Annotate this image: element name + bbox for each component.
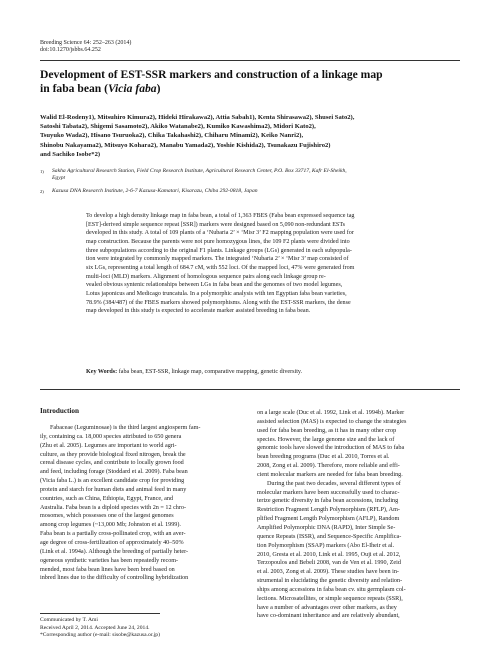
footnote-line: *Corresponding author (e-mail: sisobe@kazusa.or.jp) [40, 632, 160, 639]
body-line: among crop legumes (~13,000 Mb; Johnston et al. 1999). [40, 522, 181, 529]
body-line: Faba bean is a partially cross-pollinated crop, with an aver- [40, 531, 186, 538]
body-line: Terzopoulos and Bebeli 2008, van de Ven et al. 1990, Zeid [257, 560, 401, 567]
body-line: cereal disease cycles, and contribute to locally grown food [40, 460, 184, 467]
body-line: (Zhu et al. 2005). Legumes are important to world agri- [40, 442, 177, 449]
body-line: have co-dominant inheritance and are relatively abundant, [257, 613, 400, 620]
abstract-line: To develop a high density linkage map in faba bean, a total of 1,363 FBES (Faba bean expressed sequence tag [86, 213, 355, 219]
body-column-right [257, 409, 460, 621]
body-line: ships among accessions in faba bean cv. situ germplasm col- [257, 586, 406, 593]
journal-citation [40, 40, 131, 54]
article-title [40, 68, 460, 96]
body-line: countries, such as China, Ethiopia, Egypt, France, and [40, 495, 174, 502]
abstract-line: 78.9% (384/487) of the FBES markers showed polymorphisms. Along with the EST-SSR markers, the dense [86, 299, 351, 306]
title-species: Vicia faba [107, 82, 157, 95]
body-line: Fabaceae (Leguminosae) is the third largest angiosperm fam- [50, 425, 201, 431]
footnote-line: Received April 2, 2014. Accepted June 24, 2014. [40, 624, 150, 631]
journal-doi: doi:10.1270/jsbbs.64.252 [40, 47, 101, 53]
abstract-line: developed in this study. A total of 109 plants of a ‘Nubaria 2’ × ‘Misr 3’ F2 mapping population were used for [86, 230, 354, 237]
title-line-1: Development of EST-SSR markers and construction of a linkage map [40, 68, 383, 81]
body-line: culture, as they provide biological fixed nitrogen, break the [40, 451, 186, 458]
abstract-line: three subpopulations according to the original F1 plants. Linkage groups (LGs) generated in each subpopula- [86, 247, 352, 254]
body-line: used for faba bean breeding, as it has in many other crop [257, 427, 397, 434]
body-line: age degree of cross-fertilization of approximately 40–50% [40, 539, 184, 546]
footnote [40, 617, 160, 640]
body-line: have a number of advantages over other markers, as they [257, 604, 397, 611]
author-line: Walid El-Rodeny1), Mitsuhiro Kimura2), Hideki Hirakawa2), Attia Sabah1), Kenta Shirasawa2), Shusei Sato2), [40, 114, 355, 121]
section-rule [40, 389, 460, 390]
body-line: cient molecular markers are needed for faba bean breeding. [257, 471, 403, 478]
body-line: tion Polymorphism (SSAP) markers (Abo El-Iheir et al. [257, 542, 395, 549]
body-line: protein and starch for human diets and animal feed in many [40, 486, 187, 493]
affiliation-line: Sakha Agricultural Research Station, Field Crop Research Institute, Agricultural Research Center, P.O. Box 33717, Kafr El-Sheikh, [52, 168, 347, 174]
body-line: bean breeding programs (Duc et al. 2010, Torres et al. [257, 454, 390, 461]
body-line: quence Repeats (ISSR), and Sequence-Specific Amplifica- [257, 533, 402, 540]
body-line: molecular markers have been successfully used to charac- [257, 489, 400, 496]
journal-volume: Breeding Science 64: 252–263 (2014) [40, 40, 132, 46]
affiliation-line: Kazusa DNA Research Institute, 2-6-7 Kazusa-Kamatari, Kisarazu, Chiba 292-0818, Japan [52, 188, 258, 194]
abstract [86, 212, 460, 316]
author-line: Tsuyuko Wada2), Hisano Tsuruoka2), Chika Takahashi2), Chiharu Minami2), Keiko Nanri2), [40, 132, 304, 140]
abstract-line: map construction. Because the parents were not pure homozygous lines, the 109 F2 plants were divided into [86, 238, 350, 245]
body-column-left [40, 424, 240, 583]
body-line: species. However, the large genome size and the lack of [257, 436, 395, 443]
body-line: Restriction Fragment Length Polymorphism (RFLP), Am- [257, 507, 400, 514]
body-line: on a large scale (Duc et al. 1992, Link et al. 1994b). Marker [257, 410, 405, 416]
body-line: (Link et al. 1994a). Although the breeding of partially heter- [40, 548, 189, 555]
abstract-line: tion were integrated by commonly mapped markers. The integrated ‘Nubaria 2’ × ‘Misr 3’ map consisted of [86, 256, 349, 263]
author-line: and Sachiko Isobe*2) [40, 150, 101, 158]
footnote-line: Communicated by T. Ami [40, 617, 98, 623]
body-line: Australia. Faba bean is a diploid species with 2n = 12 chro- [40, 504, 187, 511]
body-line: assisted selection (MAS) is expected to change the strategies [257, 418, 407, 425]
body-line: During the past two decades, several different types of [267, 480, 401, 487]
keywords-text: faba bean, EST-SSR, linkage map, comparative mapping, genetic diversity. [117, 369, 303, 375]
body-line: lections. Microsatellites, or simple sequence repeats (SSR), [257, 595, 403, 602]
abstract-line: vealed obvious syntenic relationships between LGs in faba bean and the genomes of two model legumes, [86, 282, 343, 289]
body-line: Amplified Polymorphic DNA (RAPD), Inter Simple Se- [257, 524, 396, 531]
body-line: et al. 2003, Zong et al. 2009). These studies have been in- [257, 569, 399, 576]
body-line: ogeneous synthetic varieties has been repeatedly recom- [40, 557, 179, 564]
body-line: and feed, including forage (Stoddard et al. 2009). Faba bean [40, 469, 188, 476]
abstract-line: six LGs, representing a total length of 684.7 cM, with 552 loci. Of the mapped loci, 47% were generated from [86, 264, 355, 271]
keywords [86, 368, 460, 376]
body-line: genomic tools have slowed the introduction of MAS to faba [257, 445, 405, 452]
footnote-rule [40, 613, 160, 614]
body-line: 2008, Zong et al. 2009). Therefore, more reliable and effi- [257, 463, 400, 470]
affiliation-mark: 2) [40, 189, 44, 194]
keywords-label: Key Words: [86, 369, 118, 375]
abstract-line: Lotus japonicus and Medicago truncatula. In a polymorphic analysis with ten Egyptian faba bean varieties, [86, 290, 347, 297]
body-line: plified Fragment Length Polymorphism (AFLP), Random [257, 516, 400, 523]
body-line: terize genetic diversity in faba bean accessions, including [257, 498, 399, 505]
author-list [40, 113, 460, 159]
author-line: Shinobu Nakayama2), Mitsuyo Kohara2), Manabu Yamada2), Yoshie Kishida2), Tsunakazu Fujishiro2) [40, 141, 331, 149]
affiliation [40, 188, 460, 195]
abstract-line: [EST]-derived simple sequence repeat [SSR]) markers were designed based on 5,090 non-redundant ESTs [86, 221, 345, 228]
body-line: mosomes, which possesses one of the largest genomes [40, 513, 174, 520]
section-heading: Introduction [40, 407, 80, 415]
affiliation-line: Egypt [52, 175, 66, 182]
title-line-2-suffix: ) [156, 82, 161, 95]
body-line: ily, containing ca. 18,000 species attributed to 650 genera [40, 433, 182, 440]
author-line: Satoshi Tabata2), Shigemi Sasamoto2), Akiko Watanabe2), Kumiko Kawashima2), Midori Kato2), [40, 123, 316, 131]
body-line: inbred lines due to the difficulty of controlling hybridization [40, 575, 189, 582]
header-rule [40, 60, 460, 61]
abstract-line: multi-loci (MLD) markers. Alignment of homologous sequence pairs along each linkage group re- [86, 273, 326, 280]
body-line: 2010, Gresta et al. 2010, Link et al. 1995, Ouji et al. 2012, [257, 551, 401, 558]
affiliation-mark: 1) [40, 169, 44, 174]
abstract-line: map developed in this study is expected to accelerate marker assisted breeding in faba bean. [86, 308, 311, 315]
title-line-2-prefix: in faba bean ( [40, 82, 108, 95]
body-line: strumental in elucidating the genetic diversity and relation- [257, 578, 403, 585]
title-line-2 [40, 82, 460, 96]
body-line: mended, most faba bean lines have been bred based on [40, 566, 175, 573]
affiliation [40, 168, 460, 183]
body-line: (Vicia faba L.) is an excellent candidate crop for providing [40, 478, 185, 485]
